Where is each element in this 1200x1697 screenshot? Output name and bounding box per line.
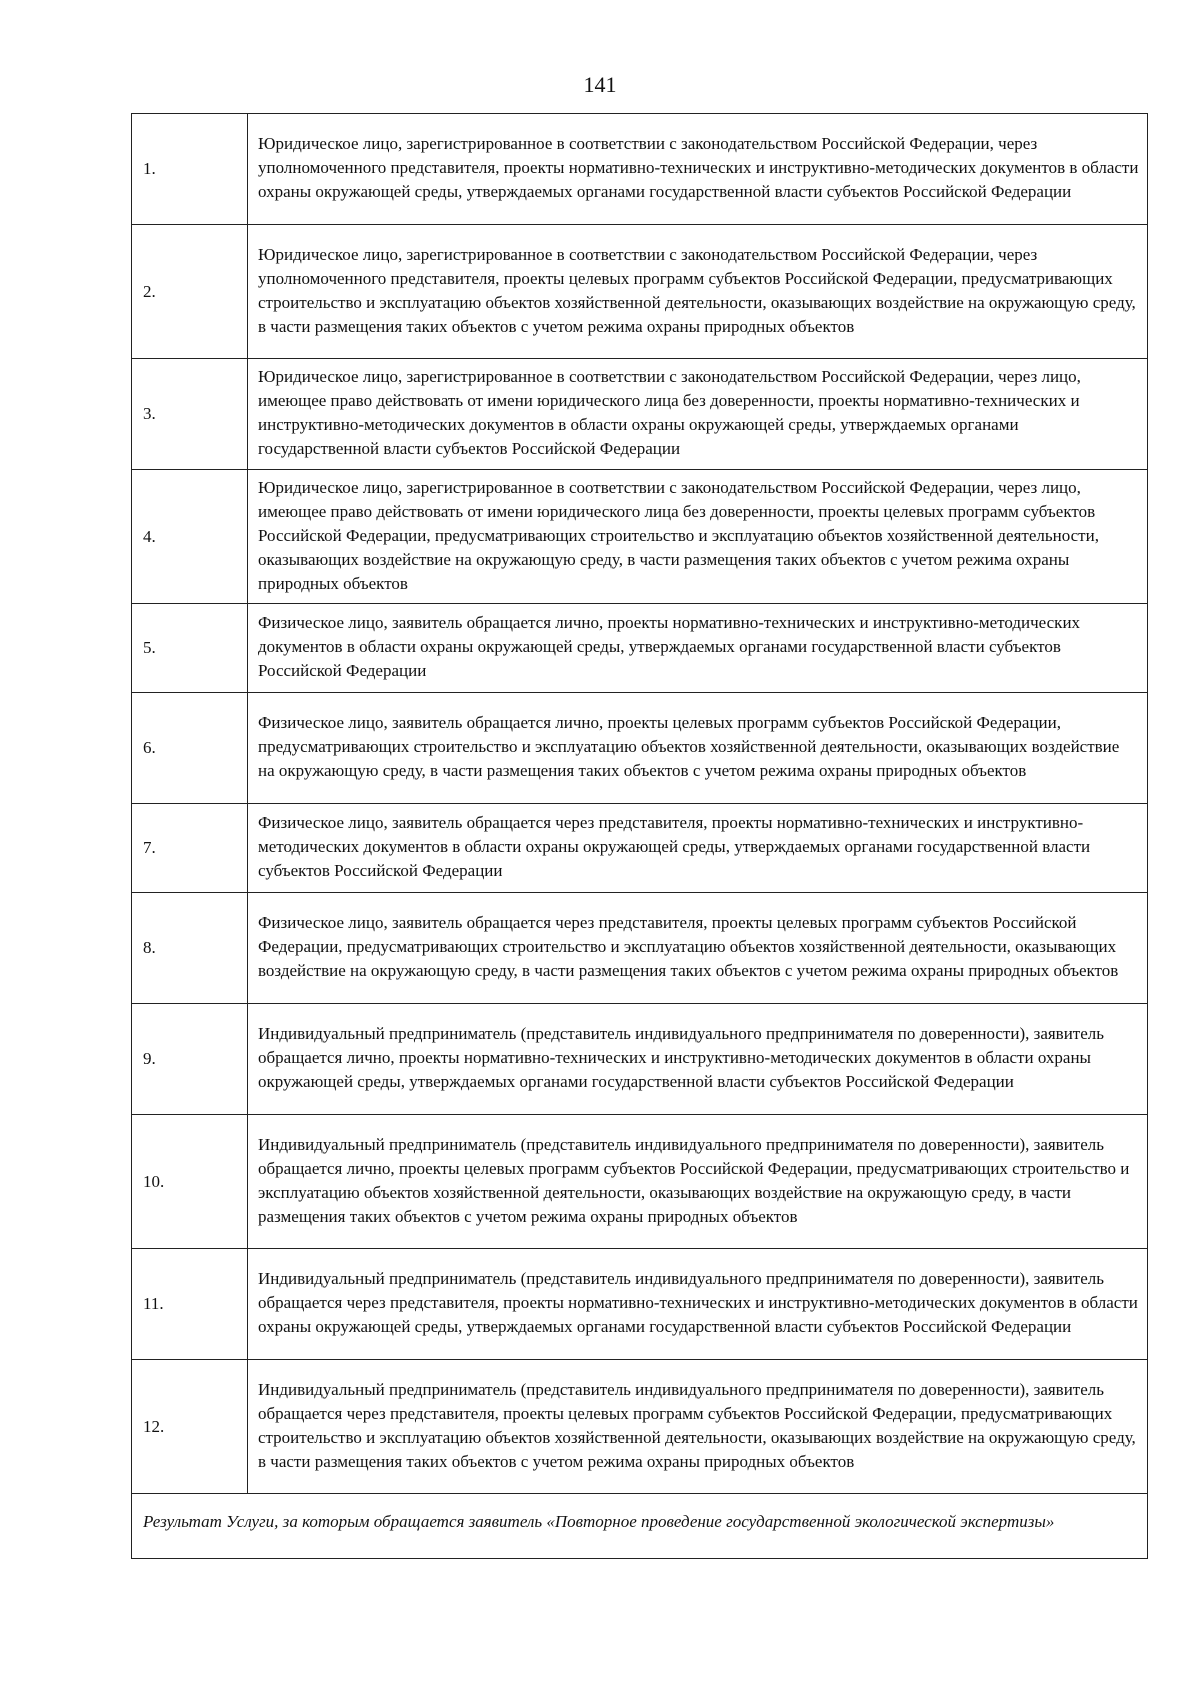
table-row <box>132 1360 1148 1494</box>
row-description: Физическое лицо, заявитель обращается лично, проекты целевых программ субъектов Российской Федерации, предусматривающих строительство и эксплуатацию объектов хозяйственной деятельности, оказывающих воздействие на окружающую среду, в части размещения таких объектов с учетом режима охраны природных объектов <box>248 693 1148 804</box>
result-row <box>132 1494 1148 1559</box>
row-description: Физическое лицо, заявитель обращается через представителя, проекты целевых программ субъектов Российской Федерации, предусматривающих строительство и эксплуатацию объектов хозяйственной деятельности, оказывающих воздействие на окружающую среду, в части размещения таких объектов с учетом режима охраны природных объектов <box>248 893 1148 1004</box>
table-row <box>132 604 1148 693</box>
row-description: Юридическое лицо, зарегистрированное в соответствии с законодательством Российской Федерации, через уполномоченного представителя, проекты целевых программ субъектов Российской Федерации, предусматривающих строительство и эксплуатацию объектов хозяйственной деятельности, оказывающих воздействие на окружающую среду, в части размещения таких объектов с учетом режима охраны природных объектов <box>248 225 1148 359</box>
row-number: 10. <box>132 1115 248 1249</box>
table-row <box>132 225 1148 359</box>
table-row <box>132 470 1148 604</box>
table-row <box>132 893 1148 1004</box>
table-row <box>132 693 1148 804</box>
table-row <box>132 114 1148 225</box>
row-description: Физическое лицо, заявитель обращается через представителя, проекты нормативно-технических и инструктивно-методических документов в области охраны окружающей среды, утверждаемых органами государственной власти субъектов Российской Федерации <box>248 804 1148 893</box>
row-description: Юридическое лицо, зарегистрированное в соответствии с законодательством Российской Федерации, через лицо, имеющее право действовать от имени юридического лица без доверенности, проекты нормативно-технических и инструктивно-методических документов в области охраны окружающей среды, утверждаемых органами государственной власти субъектов Российской Федерации <box>248 359 1148 470</box>
table-row <box>132 1115 1148 1249</box>
row-description: Юридическое лицо, зарегистрированное в соответствии с законодательством Российской Федерации, через лицо, имеющее право действовать от имени юридического лица без доверенности, проекты целевых программ субъектов Российской Федерации, предусматривающих строительство и эксплуатацию объектов хозяйственной деятельности, оказывающих воздействие на окружающую среду, в части размещения таких объектов с учетом режима охраны природных объектов <box>248 470 1148 604</box>
row-number: 11. <box>132 1249 248 1360</box>
table-row <box>132 1249 1148 1360</box>
row-description: Индивидуальный предприниматель (представитель индивидуального предпринимателя по доверенности), заявитель обращается лично, проекты нормативно-технических и инструктивно-методических документов в области охраны окружающей среды, утверждаемых органами государственной власти субъектов Российской Федерации <box>248 1004 1148 1115</box>
row-description: Юридическое лицо, зарегистрированное в соответствии с законодательством Российской Федерации, через уполномоченного представителя, проекты нормативно-технических и инструктивно-методических документов в области охраны окружающей среды, утверждаемых органами государственной власти субъектов Российской Федерации <box>248 114 1148 225</box>
row-number: 8. <box>132 893 248 1004</box>
result-caption: Результат Услуги, за которым обращается заявитель «Повторное проведение государственной экологической экспертизы» <box>132 1494 1148 1559</box>
row-number: 1. <box>132 114 248 225</box>
row-description: Индивидуальный предприниматель (представитель индивидуального предпринимателя по доверенности), заявитель обращается через представителя, проекты нормативно-технических и инструктивно-методических документов в области охраны окружающей среды, утверждаемых органами государственной власти субъектов Российской Федерации <box>248 1249 1148 1360</box>
page-number: 141 <box>583 72 617 97</box>
row-number: 3. <box>132 359 248 470</box>
row-description: Индивидуальный предприниматель (представитель индивидуального предпринимателя по доверенности), заявитель обращается через представителя, проекты целевых программ субъектов Российской Федерации, предусматривающих строительство и эксплуатацию объектов хозяйственной деятельности, оказывающих воздействие на окружающую среду, в части размещения таких объектов с учетом режима охраны природных объектов <box>248 1360 1148 1494</box>
row-number: 9. <box>132 1004 248 1115</box>
table-row <box>132 804 1148 893</box>
row-number: 2. <box>132 225 248 359</box>
row-number: 6. <box>132 693 248 804</box>
table-row <box>132 1004 1148 1115</box>
row-description: Индивидуальный предприниматель (представитель индивидуального предпринимателя по доверенности), заявитель обращается лично, проекты целевых программ субъектов Российской Федерации, предусматривающих строительство и эксплуатацию объектов хозяйственной деятельности, оказывающих воздействие на окружающую среду, в части размещения таких объектов с учетом режима охраны природных объектов <box>248 1115 1148 1249</box>
row-number: 4. <box>132 470 248 604</box>
row-number: 5. <box>132 604 248 693</box>
row-number: 12. <box>132 1360 248 1494</box>
table-row <box>132 359 1148 470</box>
row-number: 7. <box>132 804 248 893</box>
row-description: Физическое лицо, заявитель обращается лично, проекты нормативно-технических и инструктивно-методических документов в области охраны окружающей среды, утверждаемых органами государственной власти субъектов Российской Федерации <box>248 604 1148 693</box>
applicant-variants-table <box>131 113 1148 1559</box>
